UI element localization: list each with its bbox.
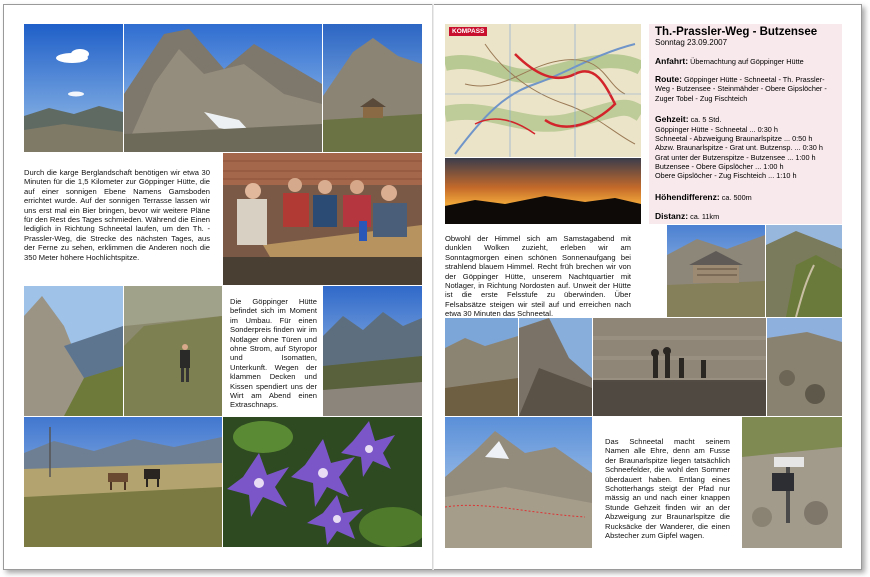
distanz-label: Distanz: [655,211,689,221]
book-spine [432,4,434,570]
photo-snow-field-peak [445,417,592,548]
photo-hiker-shadows [593,318,766,416]
photo-cloud-sky [24,24,123,152]
left-text-block-2: Die Göppinger Hütte befindet sich im Moment im Umbau. Für einen Sonderpreis finden wir im Notlager ohne Türen und ohne Strom, auf Styropor und Isomatten, Unterkunft. Wegen der klammen Decken und Kissen spendiert uns der Wirt am Abend einen Extraschnaps. [230,297,317,410]
photo-hiker-on-trail [124,286,222,416]
photo-rock-wall [24,286,123,416]
photo-mountain-panorama [323,286,422,416]
gehzeit-row-3: Abzw. Braunarlspitze - Grat unt. Butzensp. ... 0:30 h [655,143,823,153]
photo-kompass-map [445,24,641,157]
tour-title: Th.-Prassler-Weg - Butzensee [655,26,818,38]
gehzeit-value: ca. 5 Std. [690,115,722,124]
photo-goeppinger-hut [667,225,765,317]
photo-hut-below-peak [323,24,422,152]
hoehe-row [655,192,752,202]
photo-rock-field [767,318,842,416]
photo-scree-slope [445,318,518,416]
route-value: Göppinger Hütte - Schneetal - Th. Prassler-Weg - Butzensee - Steinmähder - Obere Gipslöcher - Zuger Tobel - Zug Fischteich [655,75,827,103]
hoehe-label: Höhendifferenz: [655,192,720,202]
gehzeit-row [655,114,721,124]
photo-ridge-trail [766,225,842,317]
hoehe-value: ca. 500m [721,193,752,202]
anfahrt-value: Übernachtung auf Göppinger Hütte [690,57,804,66]
gehzeit-table [655,125,823,180]
photo-rock-step [519,318,592,416]
gehzeit-label: Gehzeit: [655,114,689,124]
gehzeit-row-1: Göppinger Hütte - Schneetal ... 0:30 h [655,125,778,134]
route-label: Route: [655,74,682,84]
distanz-value: ca. 11km [690,212,720,221]
anfahrt-row [655,56,804,66]
kompass-logo: KOMPASS [449,27,487,36]
photo-gentian-flowers [223,417,422,547]
photo-rocky-peaks [124,24,322,152]
photo-group-terrace [223,153,422,285]
distanz-row [655,211,719,221]
anfahrt-label: Anfahrt: [655,56,689,66]
right-text-block-2: Das Schneetal macht seinem Namen alle Ehre, denn am Fusse der Braunarlspitze liegen tatsächlich Schneefelder, die wohl den Sommer überdauert haben. Entlang eines Schotterhangs steigt der Pfad nur mässig an und nach einer knappen Stunde Gehzeit finden wir an der Abzweigung zur Braunarlspitze die Rucksäcke der Wanderer, die einen Abstecher zum Gipfel wagen. [605,437,730,541]
photo-animals-pasture [24,417,222,547]
tour-date: Sonntag 23.09.2007 [655,38,728,47]
gehzeit-row-6: Obere Gipslöcher - Zug Fischteich ... 1:10 h [655,171,797,181]
left-text-block-1: Durch die karge Berglandschaft benötigen wir etwa 30 Minuten für die 1,5 Kilometer zur Göppinger Hütte, die auf einer sonnigen Ebene Namens Gamsboden errichtet wurde. Auf der sonnigen Terrasse lassen wir uns erst mal ein Bier bringen, bevor wir weitere Pläne für den Rest des Tages schmieden. Während die Einen lediglich in Richtung Schneetal laufen, um den Th. -Prassler-Weg, die Strecke des nächsten Tages, aus der Ferne zu sehen, erklimmen die Anderen noch die 350 Meter höhere Hochlichtspitze. [24,168,210,262]
gehzeit-row-4: Grat unter der Butzenspitze - Butzensee ... 1:00 h [655,152,816,162]
photo-signpost-packs [742,417,842,548]
route-block [655,75,837,103]
right-text-block-1: Obwohl der Himmel sich am Samstagabend mit dunklen Wolken zuzieht, erleben wir am Sonntagmorgen einen schönen Sonnenaufgang bei strahlend blauem Himmel. Recht früh brechen wir von der Göppinger Hütte, unserem Nachtquartier mit Notlager, in Richtung Nordosten auf. Unweit der Hütte ist die erste Felsstufe zu überwinden. Über Felsabsätze steigen wir steil auf und erreichen nach etwa 30 Minuten das Schneetal. [445,234,631,319]
gehzeit-row-2: Schneetal - Abzweigung Braunarlspitze ... 0:50 h [655,134,813,144]
photo-sunrise [445,158,641,224]
gehzeit-row-5: Butzensee - Obere Gipslöcher ... 1:00 h [655,161,784,171]
